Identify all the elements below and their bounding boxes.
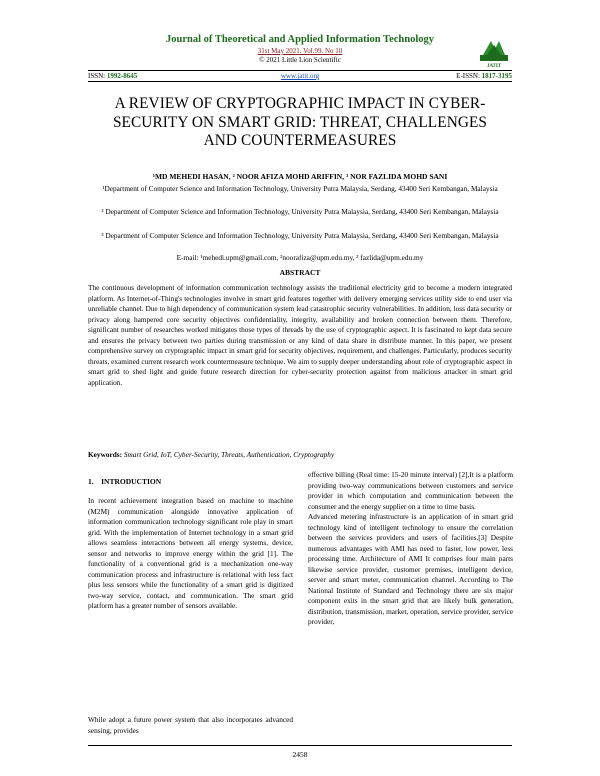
- abstract-text: The continuous development of information communication technology assists the traditional electricity grid to become a modern integrated platform. As Internet-of-Thing's technologies involve in smart grid features together with delivery emerging services utility side to end user via unreliable channel. Due to high dependency of communication system lead catastrophic security vulnerabilities. In addition, loss data security or privacy along hampered core security objectives confidentiality, integrity, availability and broken connection between them. Therefore, significant number of researches worked mitigates those types of threads by the use of cryptographic aspect. It is fascinated to kept data secure and ensures the privacy between two parties during transmission or any kind of data share in distribute manner. In this paper, we present comprehensive survey on cryptographic impact in smart grid for security objectives, requirement, and challenges. Particularly, produces security threats, examined current research work countermeasure technique. We aim to supply deeper understanding about role of cryptographic aspect in smart grid to shed light and guide future research direction for cyber-security protection against from malicious attacker in smart grid application.: [88, 283, 512, 387]
- issue-date: 31st May 2021. Vol.99. No 10: [257, 47, 343, 55]
- column-left-para-1: [88, 496, 293, 612]
- email-line: E-mail: ¹mehedi.upm@gmail.com, ²noorafiza@upm.edu.my, ³ fazlida@upm.edu.my: [176, 253, 424, 262]
- affiliation-1: ¹Department of Computer Science and Information Technology, University Putra Malaysia, Serdang, 43400 Seri Kembangan, Malaysia: [102, 184, 498, 193]
- authors: ¹MD MEHEDI HASAN, ² NOOR AFIZA MOHD ARIFFIN, ³ NOR FAZLIDA MOHD SANI: [152, 172, 448, 181]
- copyright: © 2021 Little Lion Scientific: [259, 56, 341, 64]
- keywords: [88, 450, 512, 459]
- footer-rule: [88, 745, 512, 746]
- keywords-label: Keywords:: [88, 450, 123, 459]
- website-link[interactable]: www.jatit.org: [280, 72, 320, 80]
- section-heading-introduction: 1. INTRODUCTION: [88, 477, 162, 486]
- intro-paragraph-1: In recent achievement integration based on machine to machine (M2M) communication alongside innovative application of information communication technology significant role play in smart grid. With the implementation of Internet technology in a smart grid allows seamless interactions between all energy systems, device, sensor and networks to improve energy within the grid [1]. The functionality of a conventional grid is a mechanization one-way communication process and infrastructure is relational with less fact plus less sensors while the functionality of a smart grid is digitized two-way service, contact, and communication. The smart grid platform has a greater number of sensors available.: [88, 496, 293, 610]
- paper-title: A REVIEW OF CRYPTOGRAPHIC IMPACT IN CYBER-SECURITY ON SMART GRID: THREAT, CHALLENGES AND COUNTERMEASURES: [112, 95, 488, 149]
- header-rule-bottom: [88, 81, 512, 82]
- affiliation-2: ² Department of Computer Science and Information Technology, University Putra Malaysia, Serdang, 43400 Seri Kembangan, Malaysia: [101, 207, 499, 216]
- journal-title: Journal of Theoretical and Applied Information Technology: [166, 34, 434, 45]
- intro-paragraph-4: Advanced metering infrastructure is an application of in smart grid technology kind of intelligent technology to ensure the correlation between the services providers and users of facilities.[3] Despite numerous advantages with AMI has need to faster, low power, less processing time. Architecture of AMI It comprises four main parts likewise service provider, customer premises, intelligent device, server and smart meter, communication channel. According to The National Institute of Standard and Technology there are six major component exits in the smart grid that are likely bulk generation, distribution, transmission, market, operation, service provider, service provider,: [308, 512, 513, 626]
- logo-label: JATIT: [486, 64, 502, 69]
- intro-paragraph-3: effective billing (Real time: 15-20 minute interval) [2],It is a platform providing two-way communications between customers and service provider in which computation and communication between the consumer and the energy supplier on a time to time basis.: [308, 470, 513, 511]
- abstract-heading: ABSTRACT: [279, 268, 321, 277]
- column-left-para-2: [88, 715, 293, 736]
- affiliation-3: ³ Department of Computer Science and Information Technology, University Putra Malaysia, Serdang, 43400 Seri Kembangan, Malaysia: [101, 231, 499, 240]
- page-number: 2458: [292, 750, 308, 759]
- eissn: E-ISSN: 1817-3195: [456, 72, 512, 80]
- header-rule-top: [88, 70, 512, 71]
- keywords-list: Smart Grid, IoT, Cyber-Security, Threats, Authentication, Cryptography: [123, 450, 335, 459]
- issn: ISSN: 1992-8645: [88, 72, 138, 80]
- column-right: [308, 470, 513, 628]
- intro-paragraph-2: While adopt a future power system that also incorporates advanced sensing, provides: [88, 715, 293, 735]
